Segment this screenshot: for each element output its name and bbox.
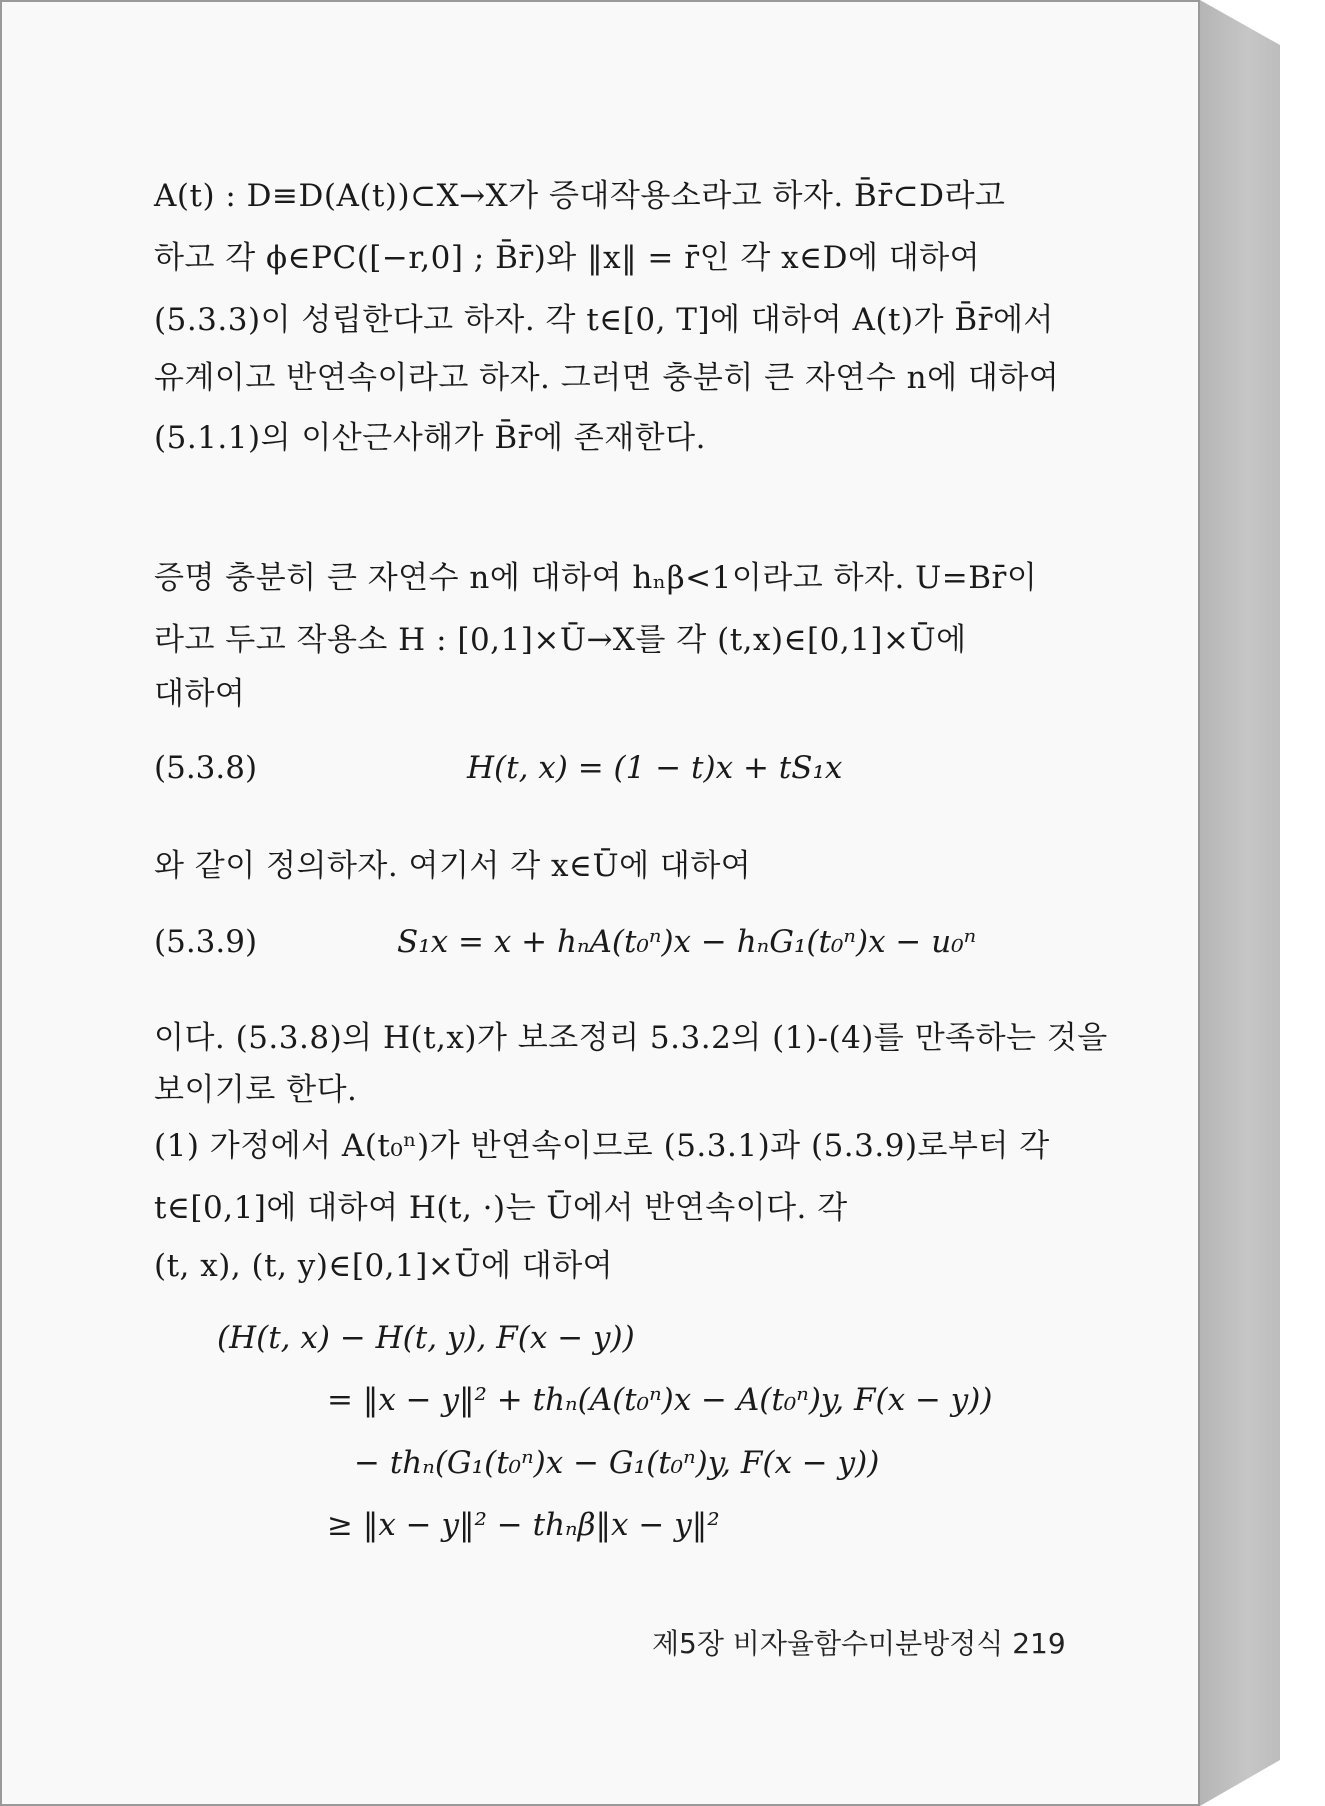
theorem-line-3: (5.3.3)이 성립한다고 하자. 각 t∈[0, T]에 대하여 A(t)가 B̄r̄에서 [154,302,1054,338]
equation-label-538: (5.3.8) [154,750,258,786]
book-spine-edge [1200,0,1280,1806]
after-line-4: t∈[0,1]에 대하여 H(t, ·)는 Ū에서 반연속이다. 각 [154,1190,848,1226]
inequality-line-3: − thₙ(G₁(t₀ⁿ)x − G₁(t₀ⁿ)y, F(x − y)) [354,1445,880,1481]
inequality-line-2: = ‖x − y‖² + thₙ(A(t₀ⁿ)x − A(t₀ⁿ)y, F(x − y)) [327,1382,993,1418]
inequality-line-1: (H(t, x) − H(t, y), F(x − y)) [217,1320,635,1356]
equation-label-539: (5.3.9) [154,924,258,960]
page-footer: 제5장 비자율함수미분방정식 219 [652,1627,1066,1660]
theorem-line-5: (5.1.1)의 이산근사해가 B̄r̄에 존재한다. [154,420,706,456]
proof-line-1: 증명 충분히 큰 자연수 n에 대하여 hₙβ<1이라고 하자. U=Br̄이 [154,560,1038,596]
after-line-5: (t, x), (t, y)∈[0,1]×Ū에 대하여 [154,1248,614,1284]
after-line-1: 이다. (5.3.8)의 H(t,x)가 보조정리 5.3.2의 (1)-(4)를 만족하는 것을 [154,1020,1108,1056]
proof-line-2: 라고 두고 작용소 H : [0,1]×Ū→X를 각 (t,x)∈[0,1]×Ū에 [154,622,967,658]
theorem-line-4: 유계이고 반연속이라고 하자. 그러면 충분히 큰 자연수 n에 대하여 [154,360,1060,396]
equation-538: H(t, x) = (1 − t)x + tS₁x [467,750,843,786]
after-line-2: 보이기로 한다. [154,1072,358,1108]
after-line-3: (1) 가정에서 A(t₀ⁿ)가 반연속이므로 (5.3.1)과 (5.3.9)로부터 각 [154,1128,1050,1164]
mid-line: 와 같이 정의하자. 여기서 각 x∈Ū에 대하여 [154,848,752,884]
proof-line-3: 대하여 [154,676,246,712]
theorem-line-1: A(t) : D≡D(A(t))⊂X→X가 증대작용소라고 하자. B̄r̄⊂D라고 [154,178,1006,214]
equation-539: S₁x = x + hₙA(t₀ⁿ)x − hₙG₁(t₀ⁿ)x − u₀ⁿ [397,924,977,960]
inequality-line-4: ≥ ‖x − y‖² − thₙβ‖x − y‖² [327,1507,720,1543]
theorem-line-2: 하고 각 ϕ∈PC([−r,0] ; B̄r̄)와 ‖x‖ = r̄인 각 x∈D에 대하여 [154,240,981,276]
